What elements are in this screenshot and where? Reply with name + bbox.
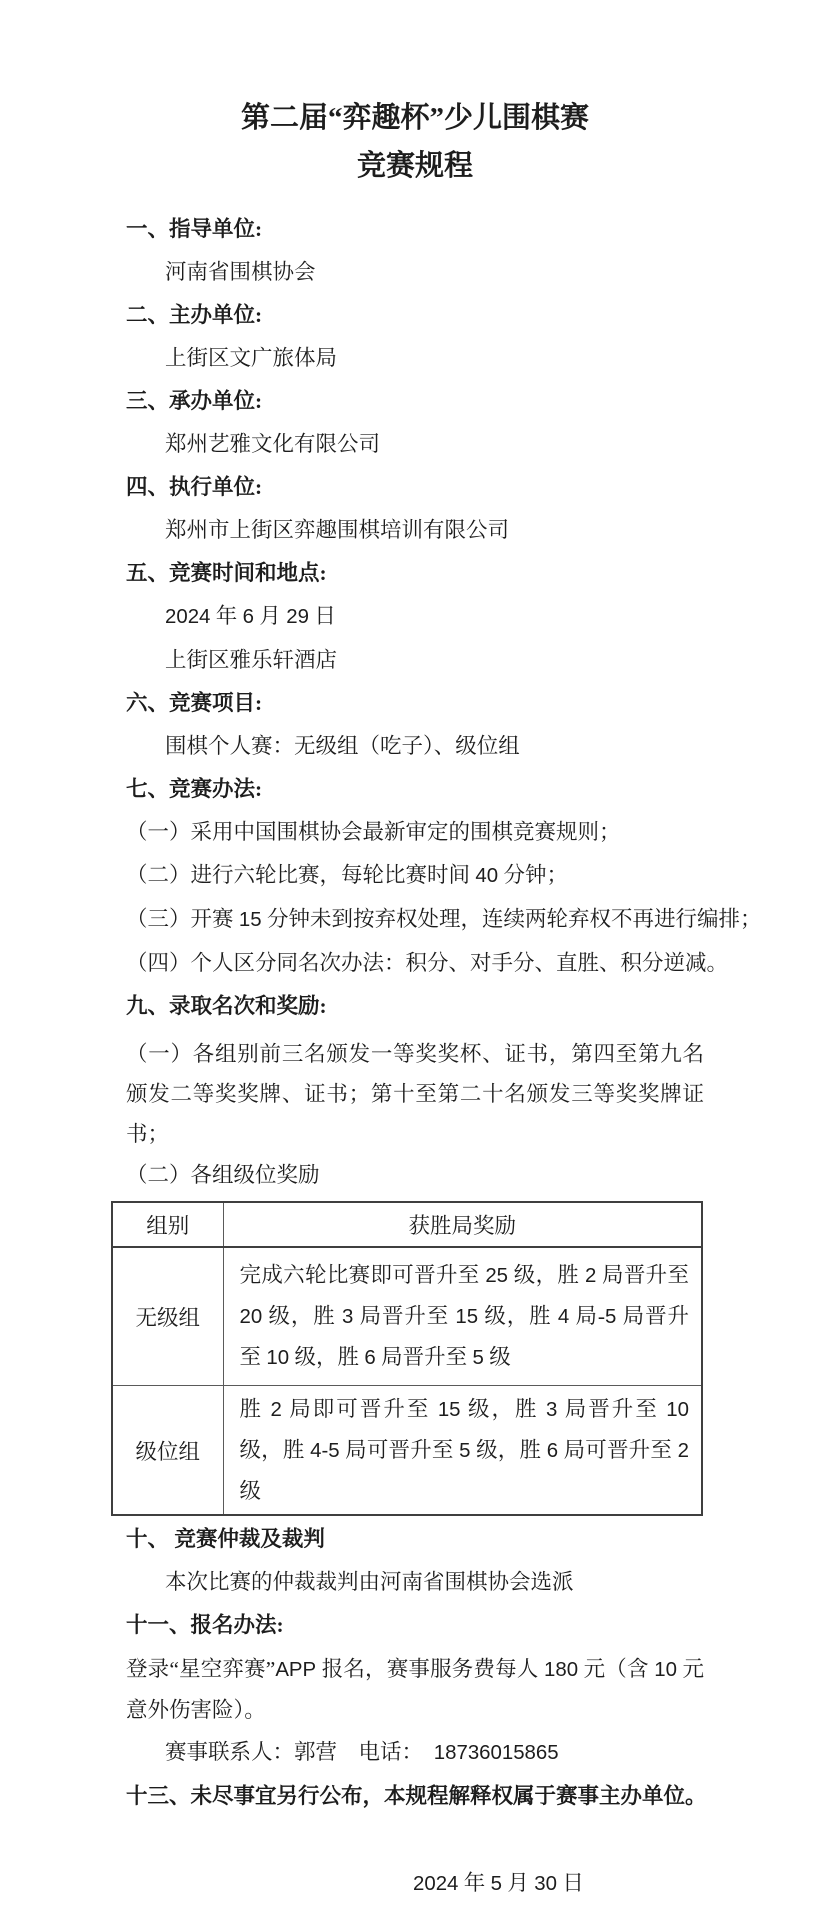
table-row: [112, 1247, 702, 1386]
section-10-heading: 十、 竞赛仲裁及裁判: [126, 1527, 325, 1551]
section-3-body: 郑州艺雅文化有限公司: [165, 432, 381, 456]
reward-table-header-reward: 获胜局奖励: [223, 1202, 702, 1247]
section-2-body: 上街区文广旅体局: [165, 346, 338, 370]
group-reward-wuji: 完成六轮比赛即可晋升至 25 级，胜 2 局晋升至 20 级，胜 3 局晋升至 15 级，胜 4 局-5 局晋升至 10 级，胜 6 局晋升至 5 级: [223, 1247, 702, 1386]
section-6-body: 围棋个人赛：无级组（吃子）、级位组: [165, 734, 520, 758]
page-title-line2: 竞赛规程: [356, 150, 473, 182]
section-7-heading: 七、竞赛办法:: [126, 777, 263, 801]
section-9-item-2: （二）各组级位奖励: [126, 1163, 320, 1187]
section-11-heading: 十一、报名办法:: [126, 1613, 284, 1637]
table-row: [112, 1386, 702, 1516]
section-4-body: 郑州市上街区弈趣围棋培训有限公司: [165, 518, 510, 542]
section-13-heading: 十三、未尽事宜另行公布，本规程解释权属于赛事主办单位。: [126, 1784, 707, 1808]
section-9-item-1: （一）各组别前三名颁发一等奖奖杯、证书，第四至第九名颁发二等奖奖牌、证书；第十至第二十名颁发三等奖奖牌证书；: [126, 1042, 704, 1146]
section-7-item-2: （二）进行六轮比赛，每轮比赛时间 40 分钟；: [126, 863, 568, 887]
contact-line: 赛事联系人：郭营 电话： 18736015865: [165, 1740, 559, 1764]
reward-table: [111, 1201, 703, 1516]
section-9-heading: 九、录取名次和奖励:: [126, 994, 327, 1018]
section-7-item-4: （四）个人区分同名次办法：积分、对手分、直胜、积分逆减。: [126, 951, 729, 975]
group-reward-jiwei: 胜 2 局即可晋升至 15 级，胜 3 局晋升至 10 级，胜 4-5 局可晋升至 5 级，胜 6 局可晋升至 2 级: [223, 1386, 702, 1516]
section-10-body: 本次比赛的仲裁裁判由河南省围棋协会选派: [165, 1570, 574, 1594]
page-title-line1: 第二届“弈趣杯”少儿围棋赛: [240, 102, 589, 134]
section-11-body: 登录“星空弈赛”APP 报名，赛事服务费每人 180 元（含 10 元意外伤害险）。: [126, 1657, 704, 1722]
section-7-item-1: （一）采用中国围棋协会最新审定的围棋竞赛规则；: [126, 820, 621, 844]
section-6-heading: 六、竞赛项目:: [126, 691, 263, 715]
reward-table-header-group: 组别: [112, 1202, 223, 1247]
section-2-heading: 二、主办单位:: [126, 303, 263, 327]
document-title: [126, 0, 704, 190]
group-name-jiwei: 级位组: [112, 1386, 223, 1516]
section-5-heading: 五、竞赛时间和地点:: [126, 561, 327, 585]
section-4-heading: 四、执行单位:: [126, 475, 263, 499]
document-date: 2024 年 5 月 30 日: [413, 1871, 584, 1895]
competition-venue: 上街区雅乐轩酒店: [165, 648, 338, 672]
competition-date: 2024 年 6 月 29 日: [165, 604, 336, 628]
section-1-heading: 一、指导单位:: [126, 217, 263, 241]
document-content: [126, 0, 762, 1906]
section-7-item-3: （三）开赛 15 分钟未到按弃权处理，连续两轮弃权不再进行编排；: [126, 907, 762, 931]
section-1-body: 河南省围棋协会: [165, 260, 316, 284]
reward-table-header-row: [112, 1202, 702, 1247]
group-name-wuji: 无级组: [112, 1247, 223, 1386]
section-3-heading: 三、承办单位:: [126, 389, 263, 413]
